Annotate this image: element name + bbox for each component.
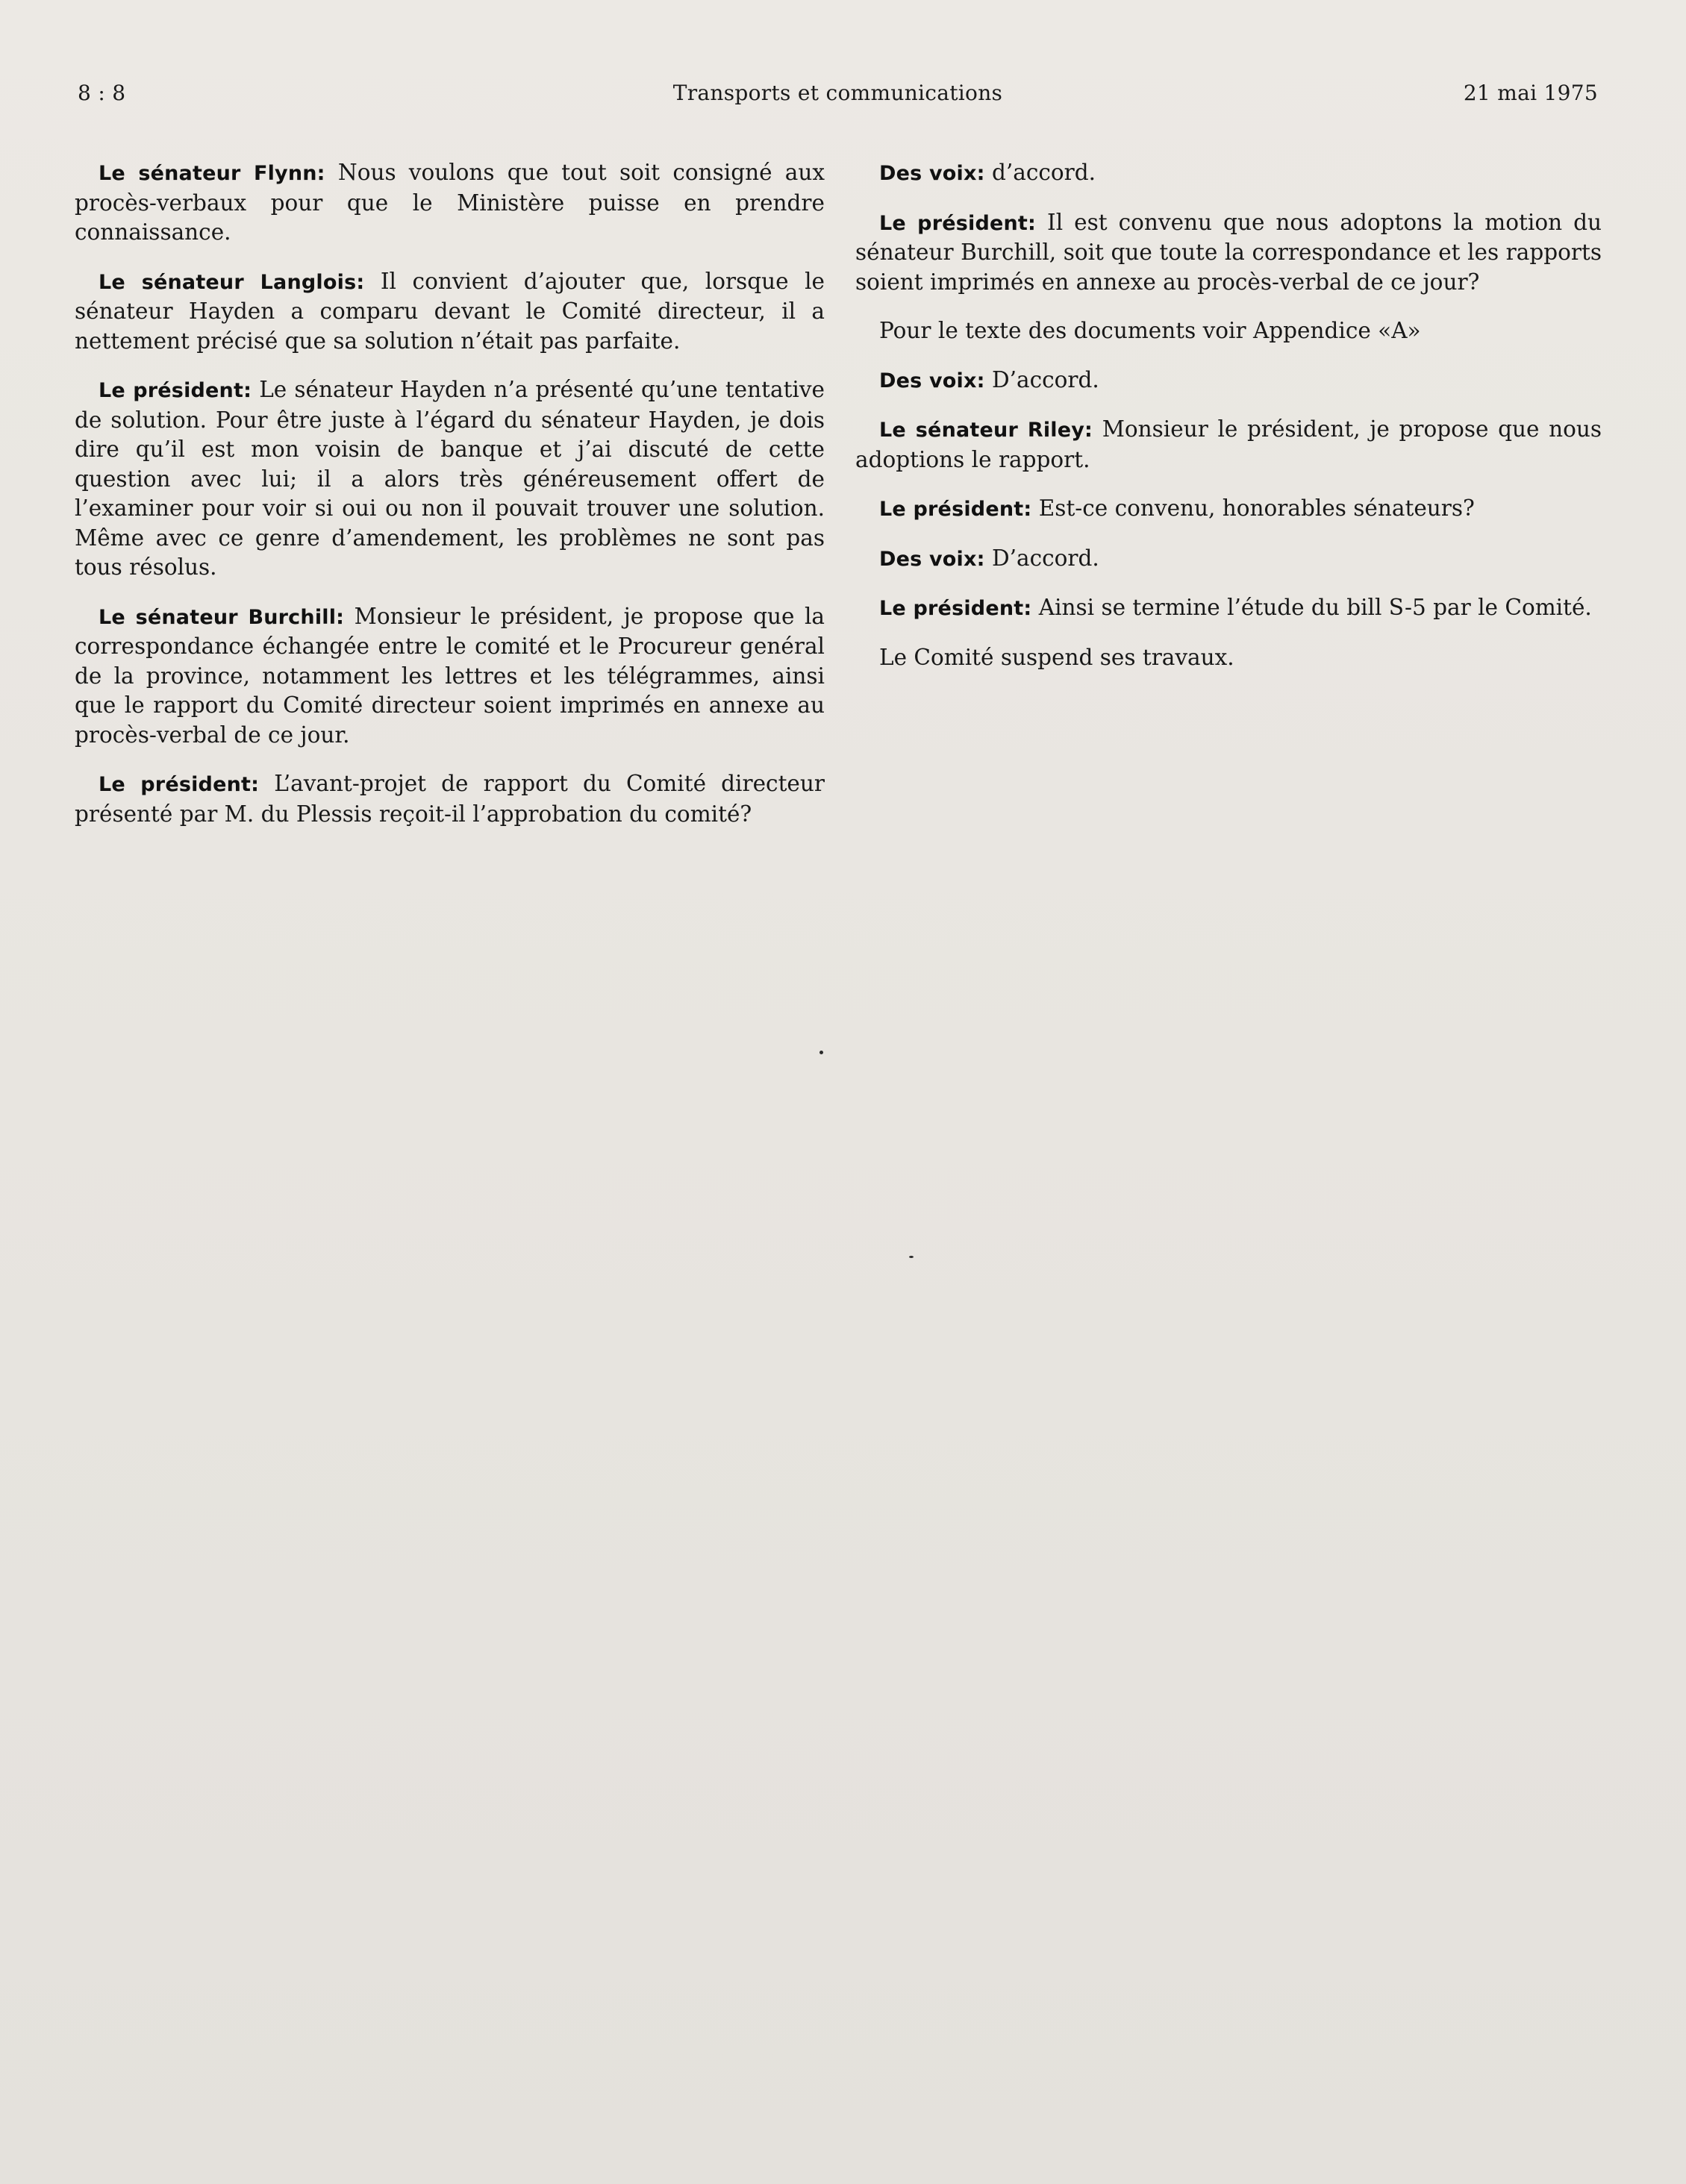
- page-number: 8 : 8: [78, 81, 126, 105]
- paragraph-text: D’accord.: [992, 545, 1099, 571]
- right-column: [855, 158, 1602, 692]
- paragraph-text: Il convient d’ajouter que, lorsque le sénateur Hayden a comparu devant le Comité directeur, il a nettement précisé que sa solution n’était pas parfaite.: [75, 268, 825, 354]
- paragraph-text: Monsieur le président, je propose que la correspondance échangée entre le comité et le Procureur genéral de la province, notamment les lettres et les télégrammes, ainsi que le rapport du Comité directeur soient imprimés en annexe au procès-verbal de ce jour.: [75, 603, 825, 748]
- ink-speck: [819, 1051, 823, 1054]
- speaker-label: Des voix:: [879, 162, 985, 185]
- paragraph-president-2: [75, 769, 825, 829]
- paragraph-voices-2: [855, 366, 1602, 396]
- ink-speck: [909, 1256, 914, 1258]
- speaker-label: Le sénateur Langlois:: [99, 270, 365, 294]
- speaker-label: Le président:: [879, 597, 1032, 620]
- paragraph-president-3: [855, 208, 1602, 298]
- running-title: Transports et communications: [672, 81, 1003, 105]
- show-through-texture: [67, 858, 1620, 2089]
- speaker-label: Le président:: [879, 498, 1032, 521]
- speaker-label: Le président:: [99, 773, 260, 796]
- paragraph-adjournment: [855, 643, 1602, 673]
- paragraph-langlois: [75, 267, 825, 357]
- paragraph-text: Le sénateur Hayden n’a présenté qu’une tentative de solution. Pour être juste à l’égard du sénateur Hayden, je dois dire qu’il est mon voisin de banque et j’ai discuté de cette question avec lui; il a alors très généreusement offert de l’examiner pour voir si oui ou non il pouvait trouver une solution. Même avec ce genre d’amendement, les problèmes ne sont pas tous résolus.: [75, 377, 825, 580]
- speaker-label: Le sénateur Riley:: [879, 419, 1093, 442]
- paragraph-flynn-1: [75, 158, 825, 248]
- paragraph-text: Est-ce convenu, honorables sénateurs?: [1038, 495, 1475, 521]
- paragraph-voices-1: [855, 158, 1602, 189]
- paragraph-burchill: [75, 602, 825, 751]
- paragraph-riley: [855, 415, 1602, 475]
- header-date: 21 mai 1975: [1463, 81, 1598, 105]
- speaker-label: Le président:: [879, 211, 1037, 235]
- paragraph-appendix-note: [855, 316, 1602, 346]
- paragraph-text: Nous voulons que tout soit consigné aux procès-verbaux pour que le Ministère puisse en prendre connaissance.: [75, 160, 825, 245]
- paragraph-text: d’accord.: [992, 160, 1096, 185]
- speaker-label: Le président:: [99, 379, 252, 402]
- paragraph-president-1: [75, 375, 825, 583]
- paragraph-text: Monsieur le président, je propose que nous adoptions le rapport.: [855, 416, 1602, 472]
- paragraph-voices-3: [855, 544, 1602, 575]
- speaker-label: Le sénateur Burchill:: [99, 605, 345, 629]
- page-header: [78, 81, 1598, 113]
- paragraph-text: D’accord.: [992, 366, 1099, 392]
- paragraph-text: L’avant-projet de rapport du Comité directeur présenté par M. du Plessis reçoit-il l’approbation du comité?: [75, 771, 825, 827]
- paragraph-text: Le Comité suspend ses travaux.: [879, 644, 1234, 670]
- paragraph-president-4: [855, 494, 1602, 525]
- speaker-label: Le sénateur Flynn:: [99, 162, 325, 185]
- left-column: [75, 158, 825, 848]
- speaker-label: Des voix:: [879, 547, 985, 571]
- paragraph-text: Pour le texte des documents voir Appendice «A»: [879, 318, 1421, 343]
- speaker-label: Des voix:: [879, 369, 985, 392]
- paragraph-president-5: [855, 593, 1602, 624]
- paragraph-text: Ainsi se termine l’étude du bill S-5 par le Comité.: [1038, 595, 1592, 620]
- paragraph-text: Il est convenu que nous adoptons la motion du sénateur Burchill, soit que toute la correspondance et les rapports soient imprimés en annexe au procès-verbal de ce jour?: [855, 209, 1602, 295]
